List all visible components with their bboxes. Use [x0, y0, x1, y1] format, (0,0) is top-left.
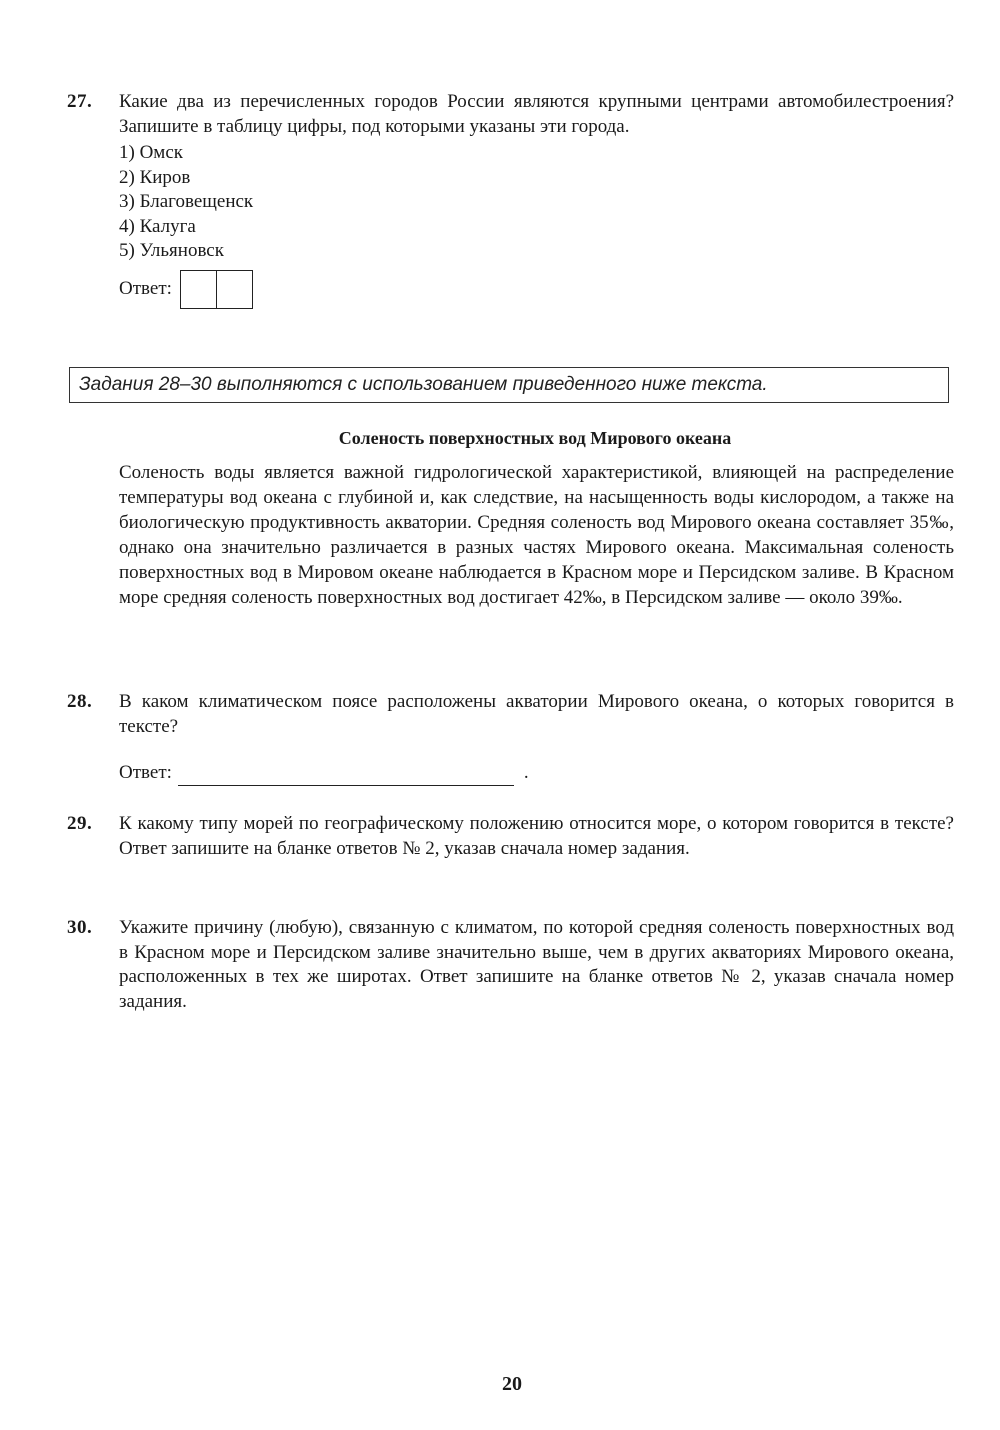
task-question: К какому типу морей по географическому положению относится море, о котором говорится в тексте? Ответ запишите на бланке ответов № 2, указав сначала номер задания. [119, 813, 954, 859]
text-title: Соленость поверхностных вод Мирового океана [338, 428, 732, 448]
source-text: Соленость воды является важной гидрологической характеристикой, влияющей на распределение температуры вод океана с глубиной и, как следствие, на насыщенность воды кислородом, а также на биологическую продуктивность акватории. Средняя соленость вод Мирового океана составляет 35‰, однако она значительно различается в разных частях Мирового океана. Максимальная соленость поверхностных вод в Мировом океане наблюдается в Красном море и Персидском заливе. В Красном море средняя соленость поверхностных вод достигает 42‰, в Персидском заливе — около 39‰. [119, 462, 954, 608]
task-question: В каком климатическом поясе расположены акватории Мирового океана, о которых говорится в тексте? [119, 691, 954, 737]
option-item: 5) Ульяновск [119, 240, 224, 261]
task-question: Какие два из перечисленных городов России являются крупными центрами автомобилестроения? Запишите в таблицу цифры, под которыми указаны эти города. [119, 91, 954, 137]
option-item: 1) Омск [119, 142, 183, 163]
answer-label: Ответ: [119, 762, 172, 783]
page-number: 20 [502, 1373, 522, 1395]
instruction-box: Задания 28–30 выполняются с использованием приведенного ниже текста. [69, 367, 949, 403]
answer-row [119, 761, 954, 786]
task-number: 30. [67, 917, 93, 938]
option-item: 2) Киров [119, 166, 191, 188]
answer-cell-2[interactable] [216, 271, 252, 308]
answer-cells [180, 270, 253, 309]
answer-label: Ответ: [119, 277, 172, 299]
task-number: 27. [67, 91, 93, 112]
task-29 [67, 812, 954, 861]
task-28 [67, 690, 954, 786]
task-number: 28. [67, 691, 93, 712]
answer-cell-1[interactable] [181, 271, 216, 308]
answer-line-input[interactable] [178, 767, 514, 786]
task-number: 29. [67, 813, 93, 834]
task-27 [67, 90, 954, 309]
answer-row [119, 270, 954, 309]
option-item: 3) Благовещенск [119, 191, 254, 212]
task-question: Укажите причину (любую), связанную с климатом, по которой средняя соленость поверхностных вод в Красном море и Персидском заливе значительно выше, чем в других акваториях Мирового океана, расположенных в тех же широтах. Ответ запишите на бланке ответов № 2, указав сначала номер задания. [119, 917, 954, 1012]
options-list [119, 141, 954, 264]
answer-end: . [523, 762, 529, 783]
task-30 [67, 916, 954, 1014]
option-item: 4) Калуга [119, 215, 196, 237]
